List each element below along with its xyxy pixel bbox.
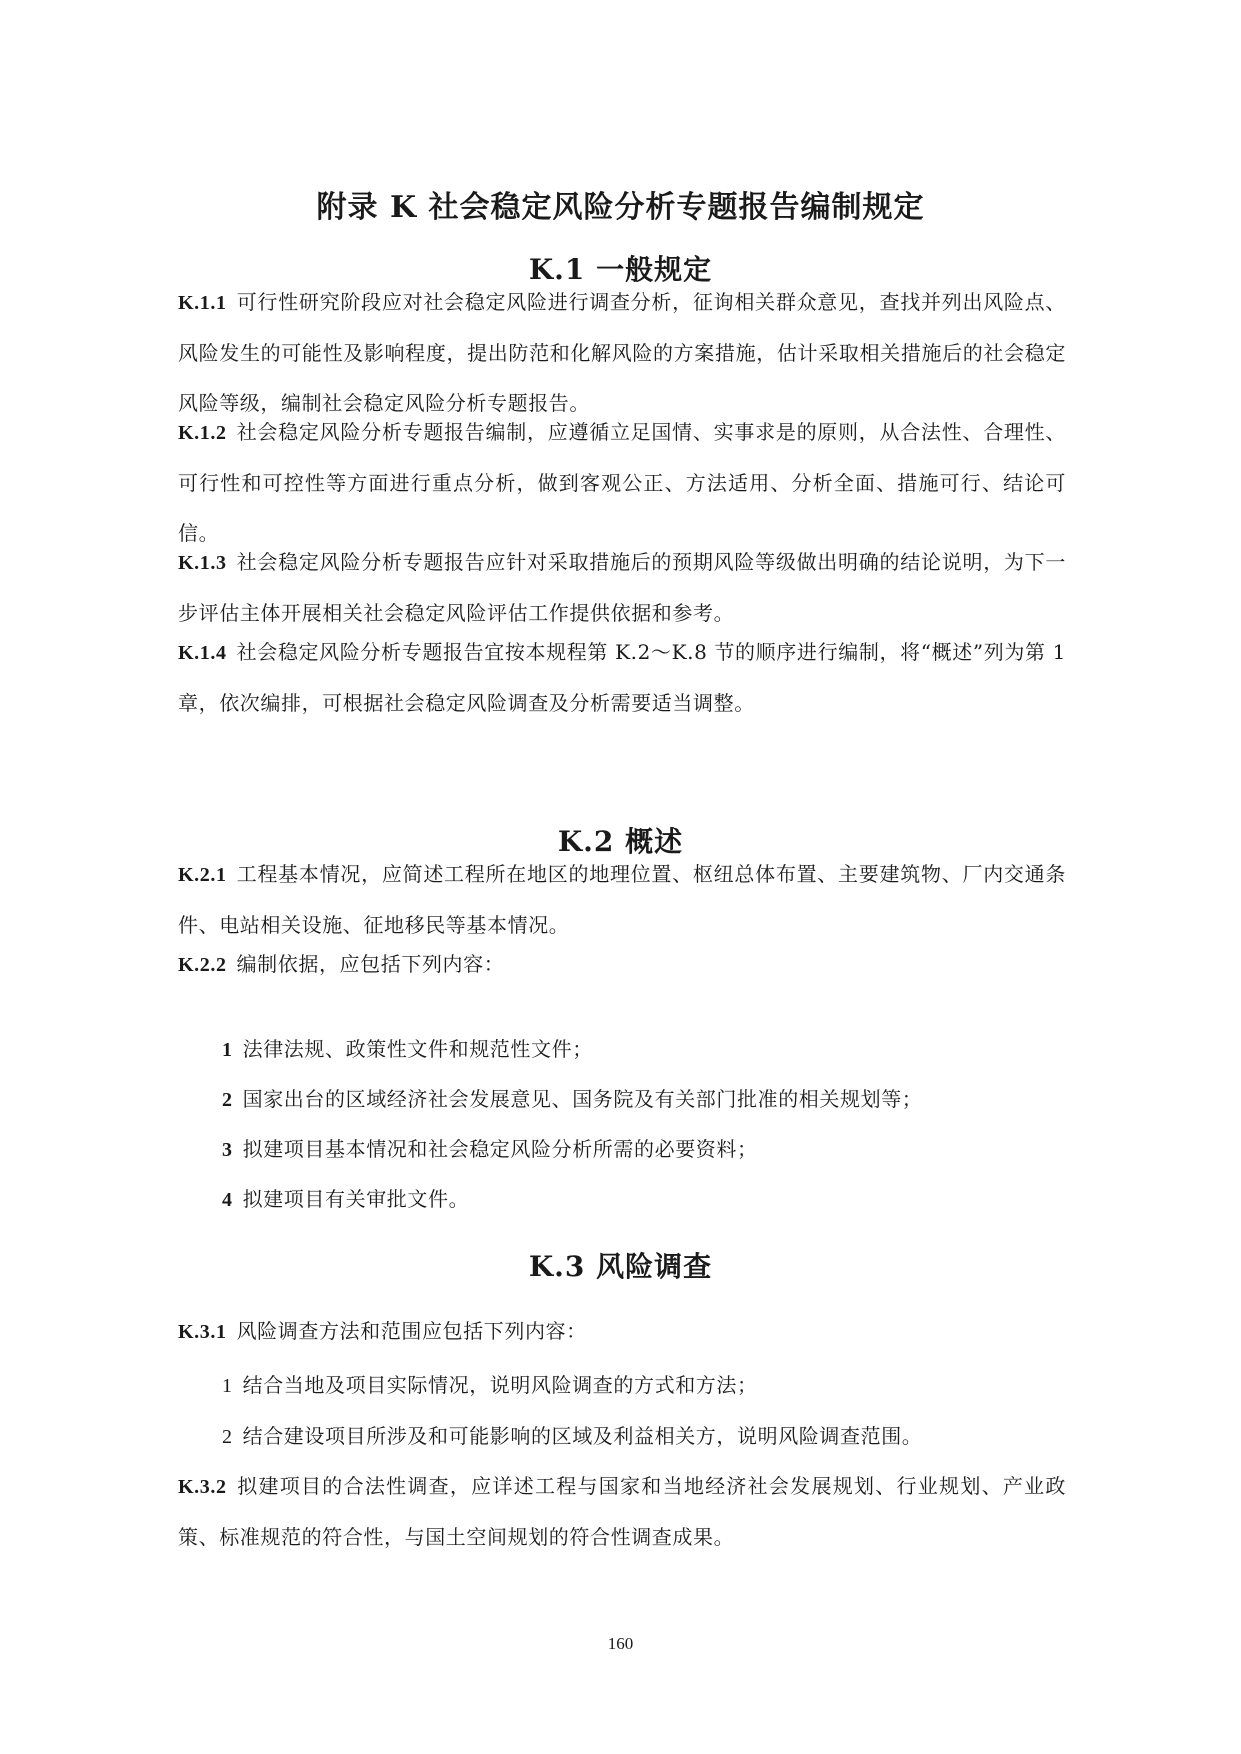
list-item-number: 4 xyxy=(222,1189,233,1211)
clause-text: 工程基本情况，应简述工程所在地区的地理位置、枢纽总体布置、主要建筑物、厂内交通条件、电站相关设施、征地移民等基本情况。 xyxy=(178,862,1066,937)
list-item xyxy=(222,1034,1066,1065)
list-item-text: 法律法规、政策性文件和规范性文件； xyxy=(242,1037,593,1061)
list-item-text: 结合建设项目所涉及和可能影响的区域及利益相关方，说明风险调查范围。 xyxy=(242,1424,923,1448)
list-item-number: 1 xyxy=(222,1375,233,1397)
list-item-text: 拟建项目基本情况和社会稳定风险分析所需的必要资料； xyxy=(242,1137,758,1161)
list-item xyxy=(222,1184,1066,1215)
list-item xyxy=(222,1084,1066,1115)
section-title-k3: K.3 风险调查 xyxy=(528,1250,713,1283)
clause-text: 编制依据，应包括下列内容： xyxy=(236,952,505,976)
list-item xyxy=(222,1134,1066,1165)
clause-k-1-3 xyxy=(178,537,1066,638)
list-item-text: 拟建项目有关审批文件。 xyxy=(242,1187,470,1211)
clause-text: 社会稳定风险分析专题报告应针对采取措施后的预期风险等级做出明确的结论说明，为下一步评估主体开展相关社会稳定风险评估工作提供依据和参考。 xyxy=(178,550,1066,625)
list-item-number: 3 xyxy=(222,1139,233,1161)
list-item-number: 2 xyxy=(222,1089,233,1111)
clause-number: K.1.2 xyxy=(178,422,227,444)
appendix-title: 附录 K 社会稳定风险分析专题报告编制规定 xyxy=(316,190,925,225)
clause-k-1-2 xyxy=(178,407,1066,558)
clause-k-1-4 xyxy=(178,627,1066,728)
clause-number: K.1.4 xyxy=(178,642,227,664)
list-item-number: 1 xyxy=(222,1039,233,1061)
clause-text: 可行性研究阶段应对社会稳定风险进行调查分析，征询相关群众意见，查找并列出风险点、风险发生的可能性及影响程度，提出防范和化解风险的方案措施，估计采取相关措施后的社会稳定风险等级，编制社会稳定风险分析专题报告。 xyxy=(178,290,1066,415)
list-item-text: 国家出台的区域经济社会发展意见、国务院及有关部门批准的相关规划等； xyxy=(242,1087,923,1111)
clause-number: K.3.1 xyxy=(178,1321,227,1343)
clause-k-1-1 xyxy=(178,277,1066,428)
list-item-text: 结合当地及项目实际情况，说明风险调查的方式和方法； xyxy=(242,1373,758,1397)
section-title-k1: K.1 一般规定 xyxy=(528,253,713,286)
clause-number: K.1.1 xyxy=(178,292,227,314)
page-number: 160 xyxy=(607,1634,634,1653)
clause-text: 社会稳定风险分析专题报告编制，应遵循立足国情、实事求是的原则，从合法性、合理性、可行性和可控性等方面进行重点分析，做到客观公正、方法适用、分析全面、措施可行、结论可信。 xyxy=(178,420,1066,545)
clause-number: K.2.2 xyxy=(178,954,227,976)
list-item-number: 2 xyxy=(222,1426,233,1448)
list-item xyxy=(222,1370,1066,1401)
list-item xyxy=(222,1421,1066,1452)
clause-k-2-2 xyxy=(178,939,1066,990)
clause-text: 拟建项目的合法性调查，应详述工程与国家和当地经济社会发展规划、行业规划、产业政策、标准规范的符合性，与国土空间规划的符合性调查成果。 xyxy=(178,1474,1066,1549)
clause-number: K.2.1 xyxy=(178,864,227,886)
clause-text: 风险调查方法和范围应包括下列内容： xyxy=(236,1319,587,1343)
section-title-k2: K.2 概述 xyxy=(557,825,684,858)
clause-text: 社会稳定风险分析专题报告宜按本规程第 K.2～K.8 节的顺序进行编制，将“概述”列为第 1 章，依次编排，可根据社会稳定风险调查及分析需要适当调整。 xyxy=(178,640,1066,715)
clause-k-3-1 xyxy=(178,1306,1066,1357)
clause-k-2-1 xyxy=(178,849,1066,950)
clause-k-3-2 xyxy=(178,1461,1066,1562)
clause-number: K.1.3 xyxy=(178,552,227,574)
clause-number: K.3.2 xyxy=(178,1476,227,1498)
